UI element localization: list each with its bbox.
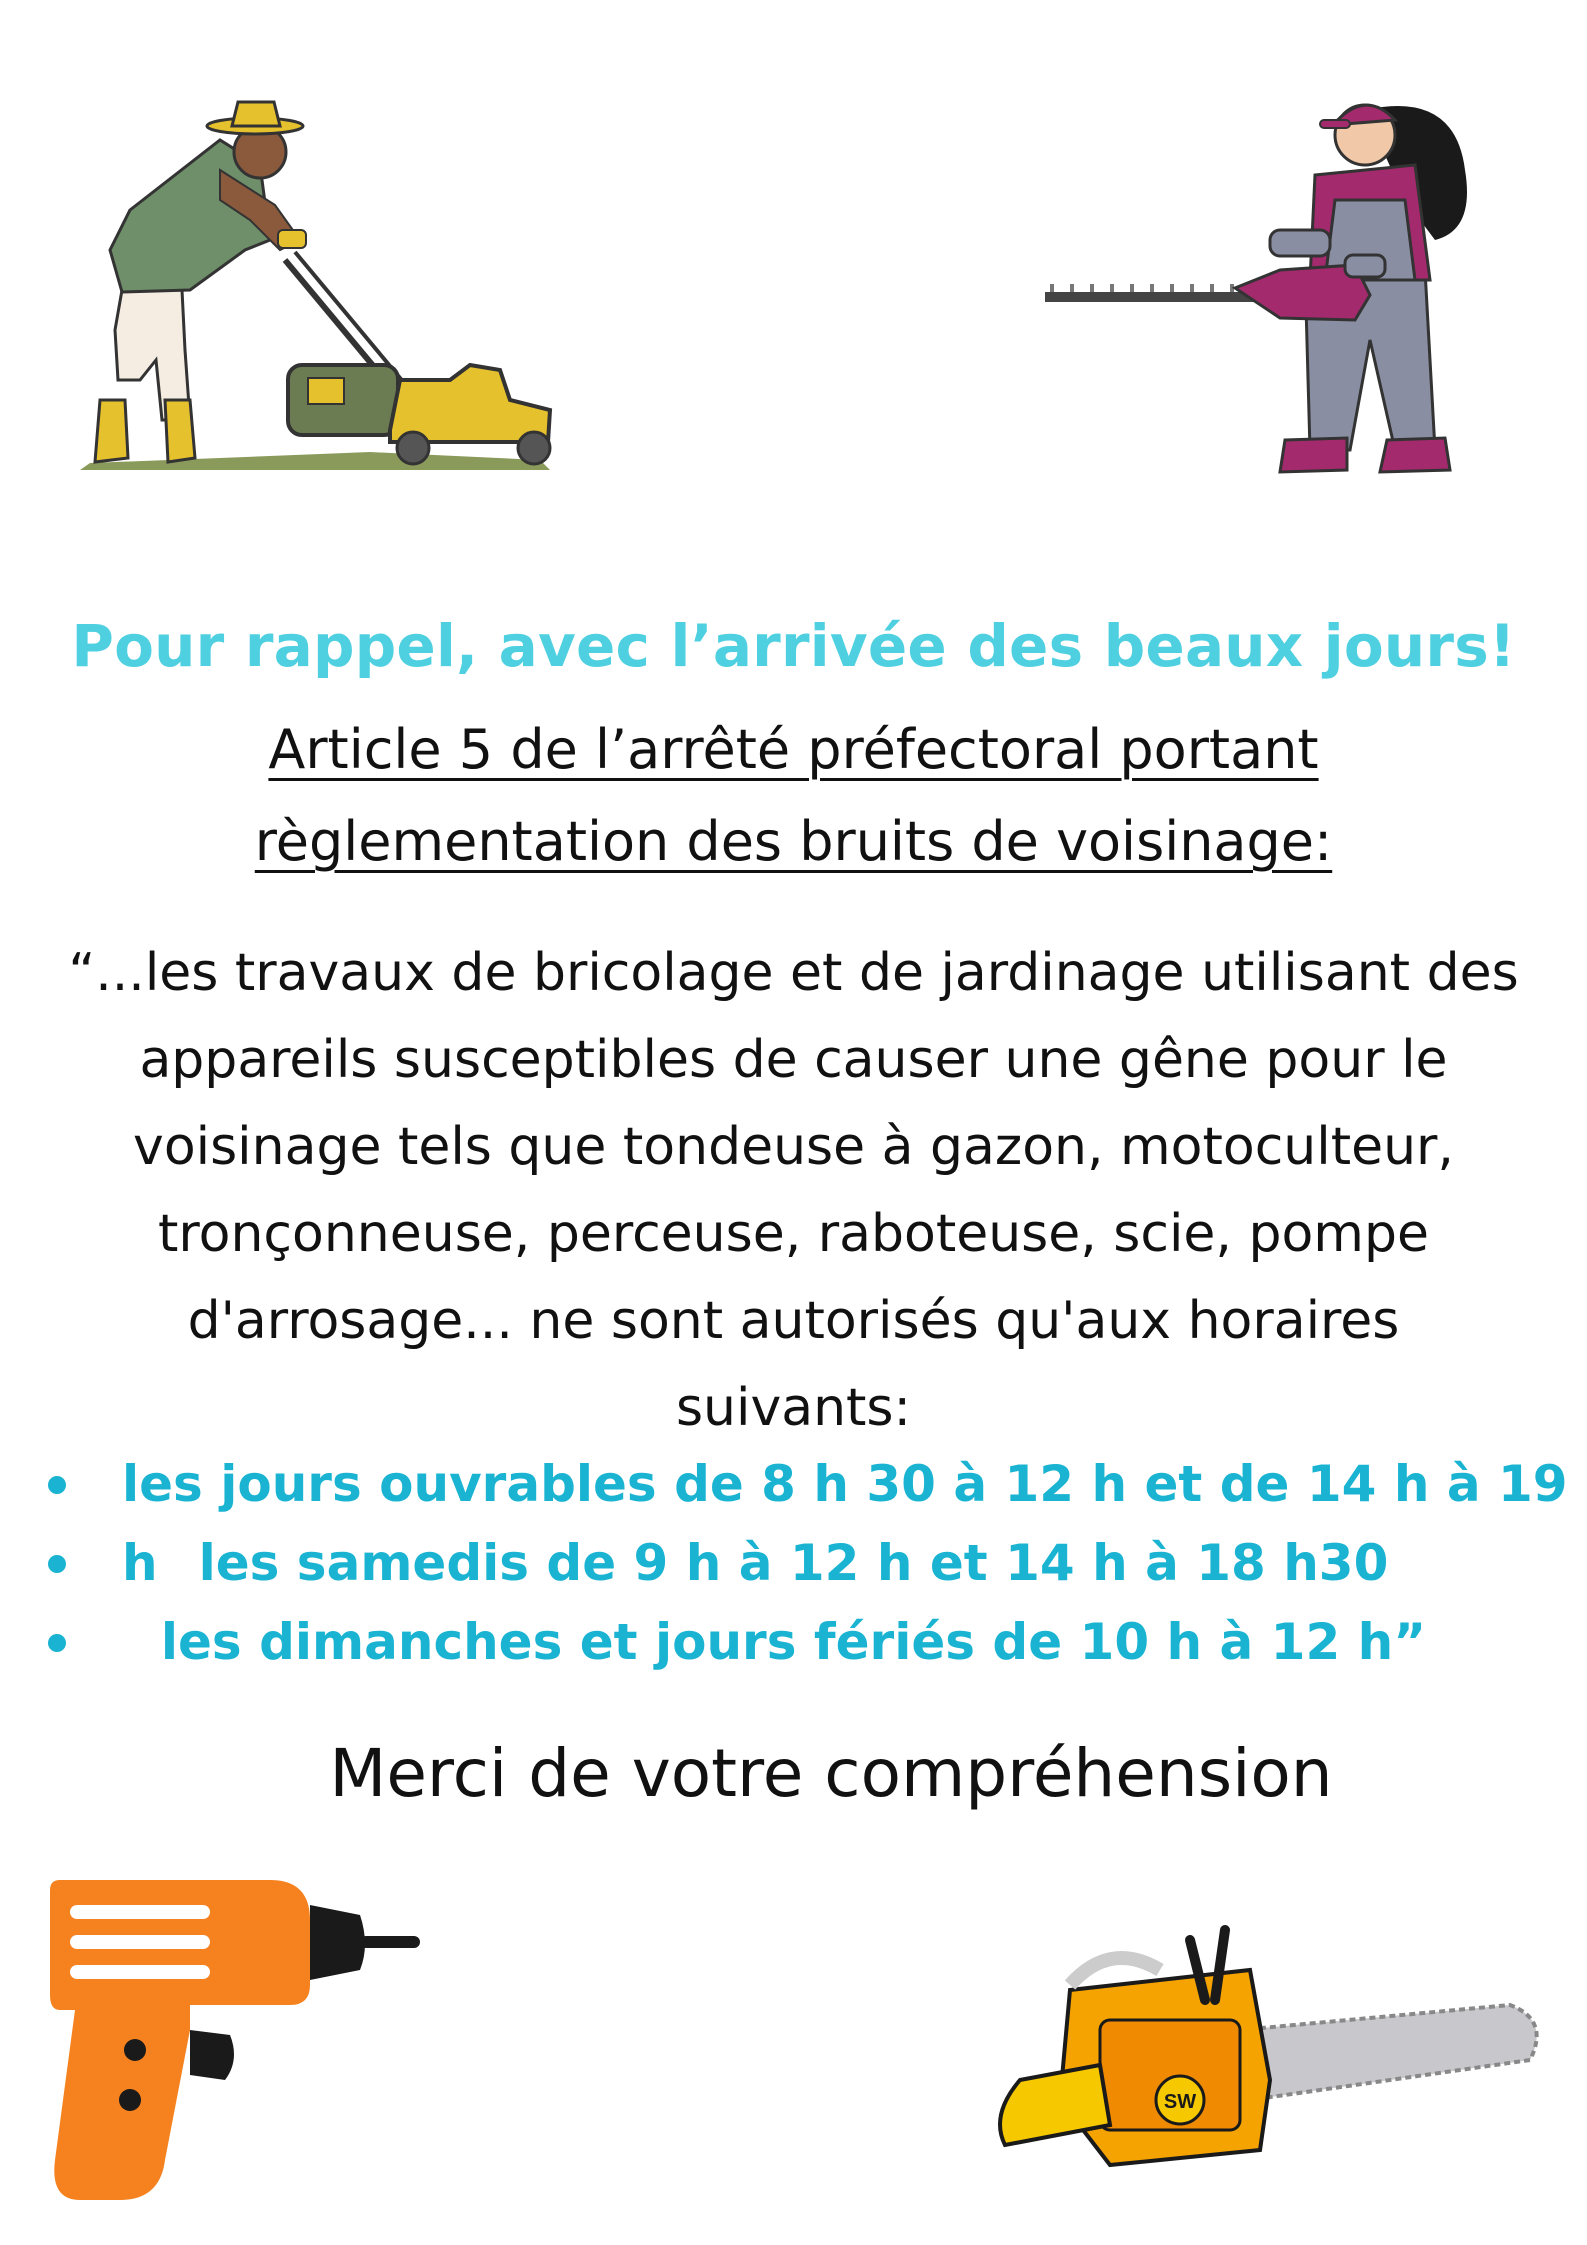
- quote-line-2: appareils susceptibles de causer une gêne pour le: [139, 1030, 1448, 1090]
- hours-item-sundays: [0, 1603, 1587, 1682]
- hedge-trimmer-woman-illustration: [1035, 80, 1515, 490]
- article-line-2: règlementation des bruits de voisinage:: [254, 810, 1333, 873]
- bullet-icon: [48, 1476, 66, 1494]
- bullet-icon: [48, 1634, 66, 1652]
- article-line-1: Article 5 de l’arrêté préfectoral portant: [268, 718, 1319, 781]
- thanks-message: Merci de votre compréhension: [329, 1735, 1333, 1812]
- hours-text: les jours ouvrables de 8 h 30 à 12 h et de 14 h à 19 h: [122, 1455, 1568, 1592]
- quote-line-4: tronçonneuse, perceuse, raboteuse, scie, pompe: [158, 1204, 1429, 1264]
- allowed-hours-list: [0, 1445, 1587, 1682]
- article-reference: [0, 704, 1587, 888]
- quote-line-6: suivants:: [675, 1378, 912, 1438]
- quote-line-5: d'arrosage... ne sont autorisés qu'aux horaires: [187, 1291, 1400, 1351]
- headline: Pour rappel, avec l’arrivée des beaux jours!: [71, 612, 1516, 680]
- lawn-mower-man-illustration: [70, 80, 580, 480]
- hours-item-saturdays: [0, 1524, 1587, 1603]
- quote-line-3: voisinage tels que tondeuse à gazon, motoculteur,: [133, 1117, 1454, 1177]
- regulation-quote: [0, 930, 1587, 1452]
- hours-text: les samedis de 9 h à 12 h et 14 h à 18 h30: [198, 1534, 1389, 1592]
- drill-illustration: [40, 1860, 440, 2220]
- chainsaw-logo-text: SW: [1163, 2091, 1197, 2113]
- bullet-icon: [48, 1555, 66, 1573]
- hours-text: les dimanches et jours fériés de 10 h à 12 h”: [160, 1613, 1427, 1671]
- chainsaw-illustration: [990, 1900, 1550, 2230]
- quote-line-1: “...les travaux de bricolage et de jardinage utilisant des: [68, 943, 1519, 1003]
